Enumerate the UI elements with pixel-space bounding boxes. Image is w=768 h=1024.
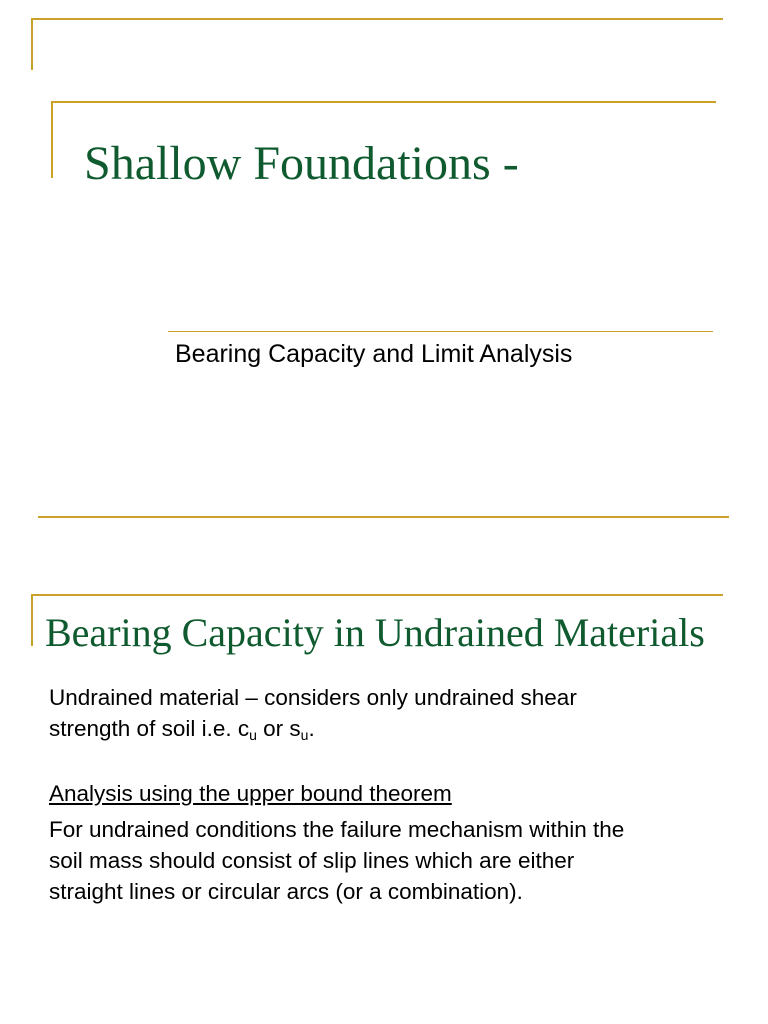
slide2-title: Bearing Capacity in Undrained Materials xyxy=(45,610,705,655)
slide-separator-rule xyxy=(38,516,729,518)
upper-bound-heading: Analysis using the upper bound theorem xyxy=(49,781,452,806)
title-top-rule xyxy=(51,101,716,103)
slide1-top-rule xyxy=(31,18,723,20)
slide1-left-rule xyxy=(31,18,33,70)
slide2-left-rule xyxy=(31,594,33,646)
slide1-title: Shallow Foundations - xyxy=(84,137,519,190)
undrained-line-2-middle: or s xyxy=(256,716,301,741)
undrained-line-2-prefix: strength of soil i.e. c xyxy=(49,716,250,741)
slide1-subtitle: Bearing Capacity and Limit Analysis xyxy=(175,340,573,368)
para2-line-1: For undrained conditions the failure mechanism within the xyxy=(49,817,625,842)
undrained-conditions-paragraph xyxy=(49,814,624,907)
para2-line-3: straight lines or circular arcs (or a combination). xyxy=(49,879,523,904)
undrained-line-2-suffix: . xyxy=(308,716,315,741)
para2-line-2: soil mass should consist of slip lines which are either xyxy=(49,848,575,873)
su-subscript: u xyxy=(300,727,309,743)
slide2-top-rule xyxy=(31,594,723,596)
title-left-rule xyxy=(51,101,53,178)
undrained-line-1: Undrained material – considers only undrained shear xyxy=(49,685,577,710)
subtitle-rule xyxy=(168,331,713,332)
undrained-paragraph xyxy=(49,682,577,744)
cu-subscript: u xyxy=(249,727,257,743)
